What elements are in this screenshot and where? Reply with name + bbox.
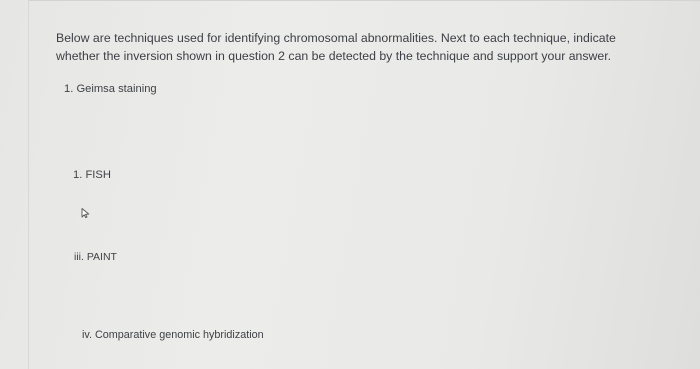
question-line-1: Below are techniques used for identifying chromosomal abnormalities. Next to each technique, indicate — [56, 31, 616, 45]
question-line-2: whether the inversion shown in question 2 can be detected by the technique and support your answer. — [56, 49, 612, 63]
technique-fish: 1. FISH — [73, 169, 111, 181]
technique-giemsa-staining: 1. Geimsa staining — [64, 83, 157, 95]
technique-paint: iii. PAINT — [74, 251, 117, 263]
left-border — [28, 0, 29, 369]
mouse-pointer-icon — [81, 208, 90, 218]
technique-comparative-genomic-hybridization: iv. Comparative genomic hybridization — [82, 329, 264, 341]
top-border — [28, 0, 700, 1]
question-prompt — [56, 29, 686, 65]
